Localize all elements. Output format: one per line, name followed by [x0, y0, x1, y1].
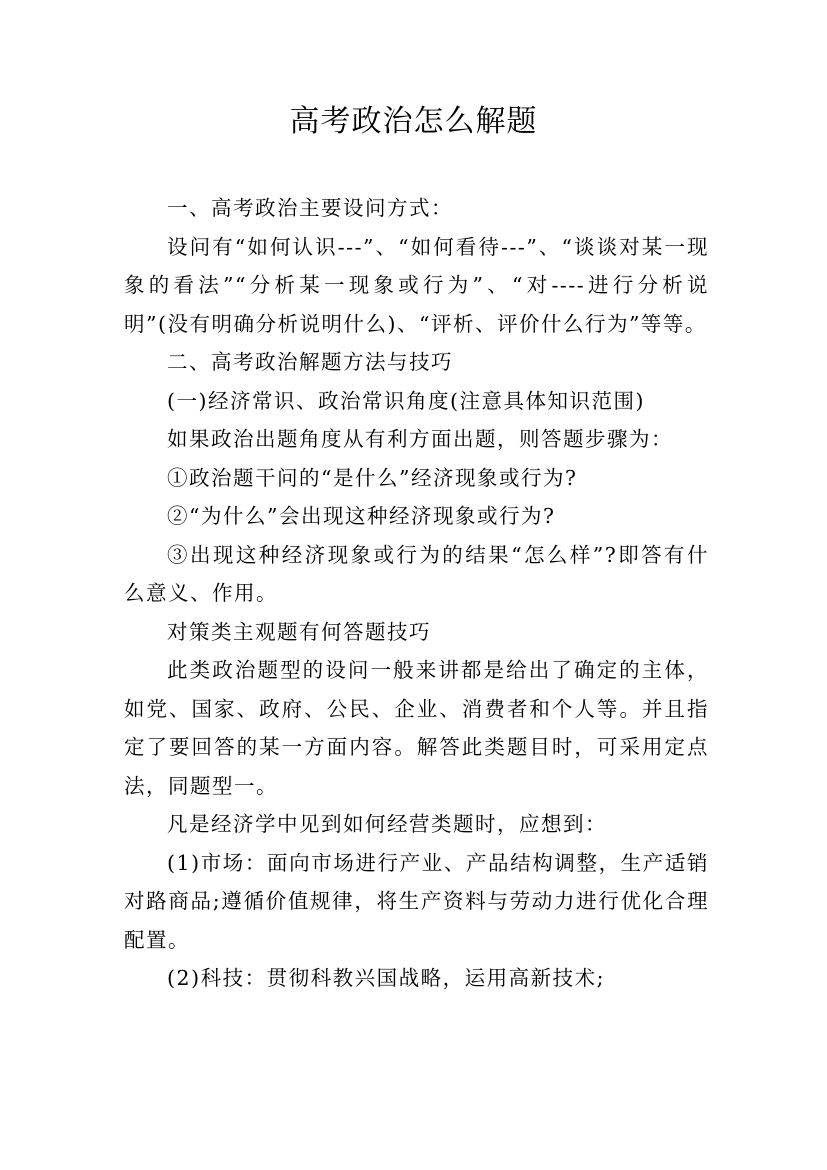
document-body: [124, 189, 709, 998]
document-title: 高考政治怎么解题: [289, 104, 538, 139]
paragraph-subheading: 对策类主观题有何答题技巧: [167, 619, 432, 644]
paragraph: 设问有“如何认识---”、“如何看待---”、“谈谈对某一现象的看法”“分析某一现象或行为”、“对----进行分析说明”(没有明确分析说明什么)、“评析、评价什么行为”等等。: [124, 234, 709, 336]
paragraph-heading-2: 二、高考政治解题方法与技巧: [167, 350, 454, 374]
paragraph: 如果政治出题角度从有利方面出题，则答题步骤为：: [167, 427, 674, 451]
paragraph-heading-1: 一、高考政治主要设问方式：: [167, 196, 454, 220]
paragraph-item-1: (1)市场：面向市场进行产业、产品结构调整，生产适销对路商品;遵循价值规律，将生产资料与劳动力进行优化合理配置。: [124, 850, 709, 952]
paragraph-subheading: (一)经济常识、政治常识角度(注意具体知识范围): [167, 388, 646, 413]
paragraph-step-1: ①政治题干问的“是什么”经济现象或行为?: [167, 465, 578, 490]
paragraph: 凡是经济学中见到如何经营类题时，应想到：: [167, 812, 608, 836]
paragraph-step-3: ③出现这种经济现象或行为的结果“怎么样”?即答有什么意义、作用。: [124, 542, 709, 605]
paragraph-item-2: (2)科技：贯彻科教兴国战略，运用高新技术;: [167, 966, 605, 990]
paragraph-step-2: ②“为什么”会出现这种经济现象或行为?: [167, 504, 556, 528]
paragraph: 此类政治题型的设问一般来讲都是给出了确定的主体，如党、国家、政府、公民、企业、消费者和个人等。并且指定了要回答的某一方面内容。解答此类题目时，可采用定点法，同题型一。: [124, 658, 709, 798]
